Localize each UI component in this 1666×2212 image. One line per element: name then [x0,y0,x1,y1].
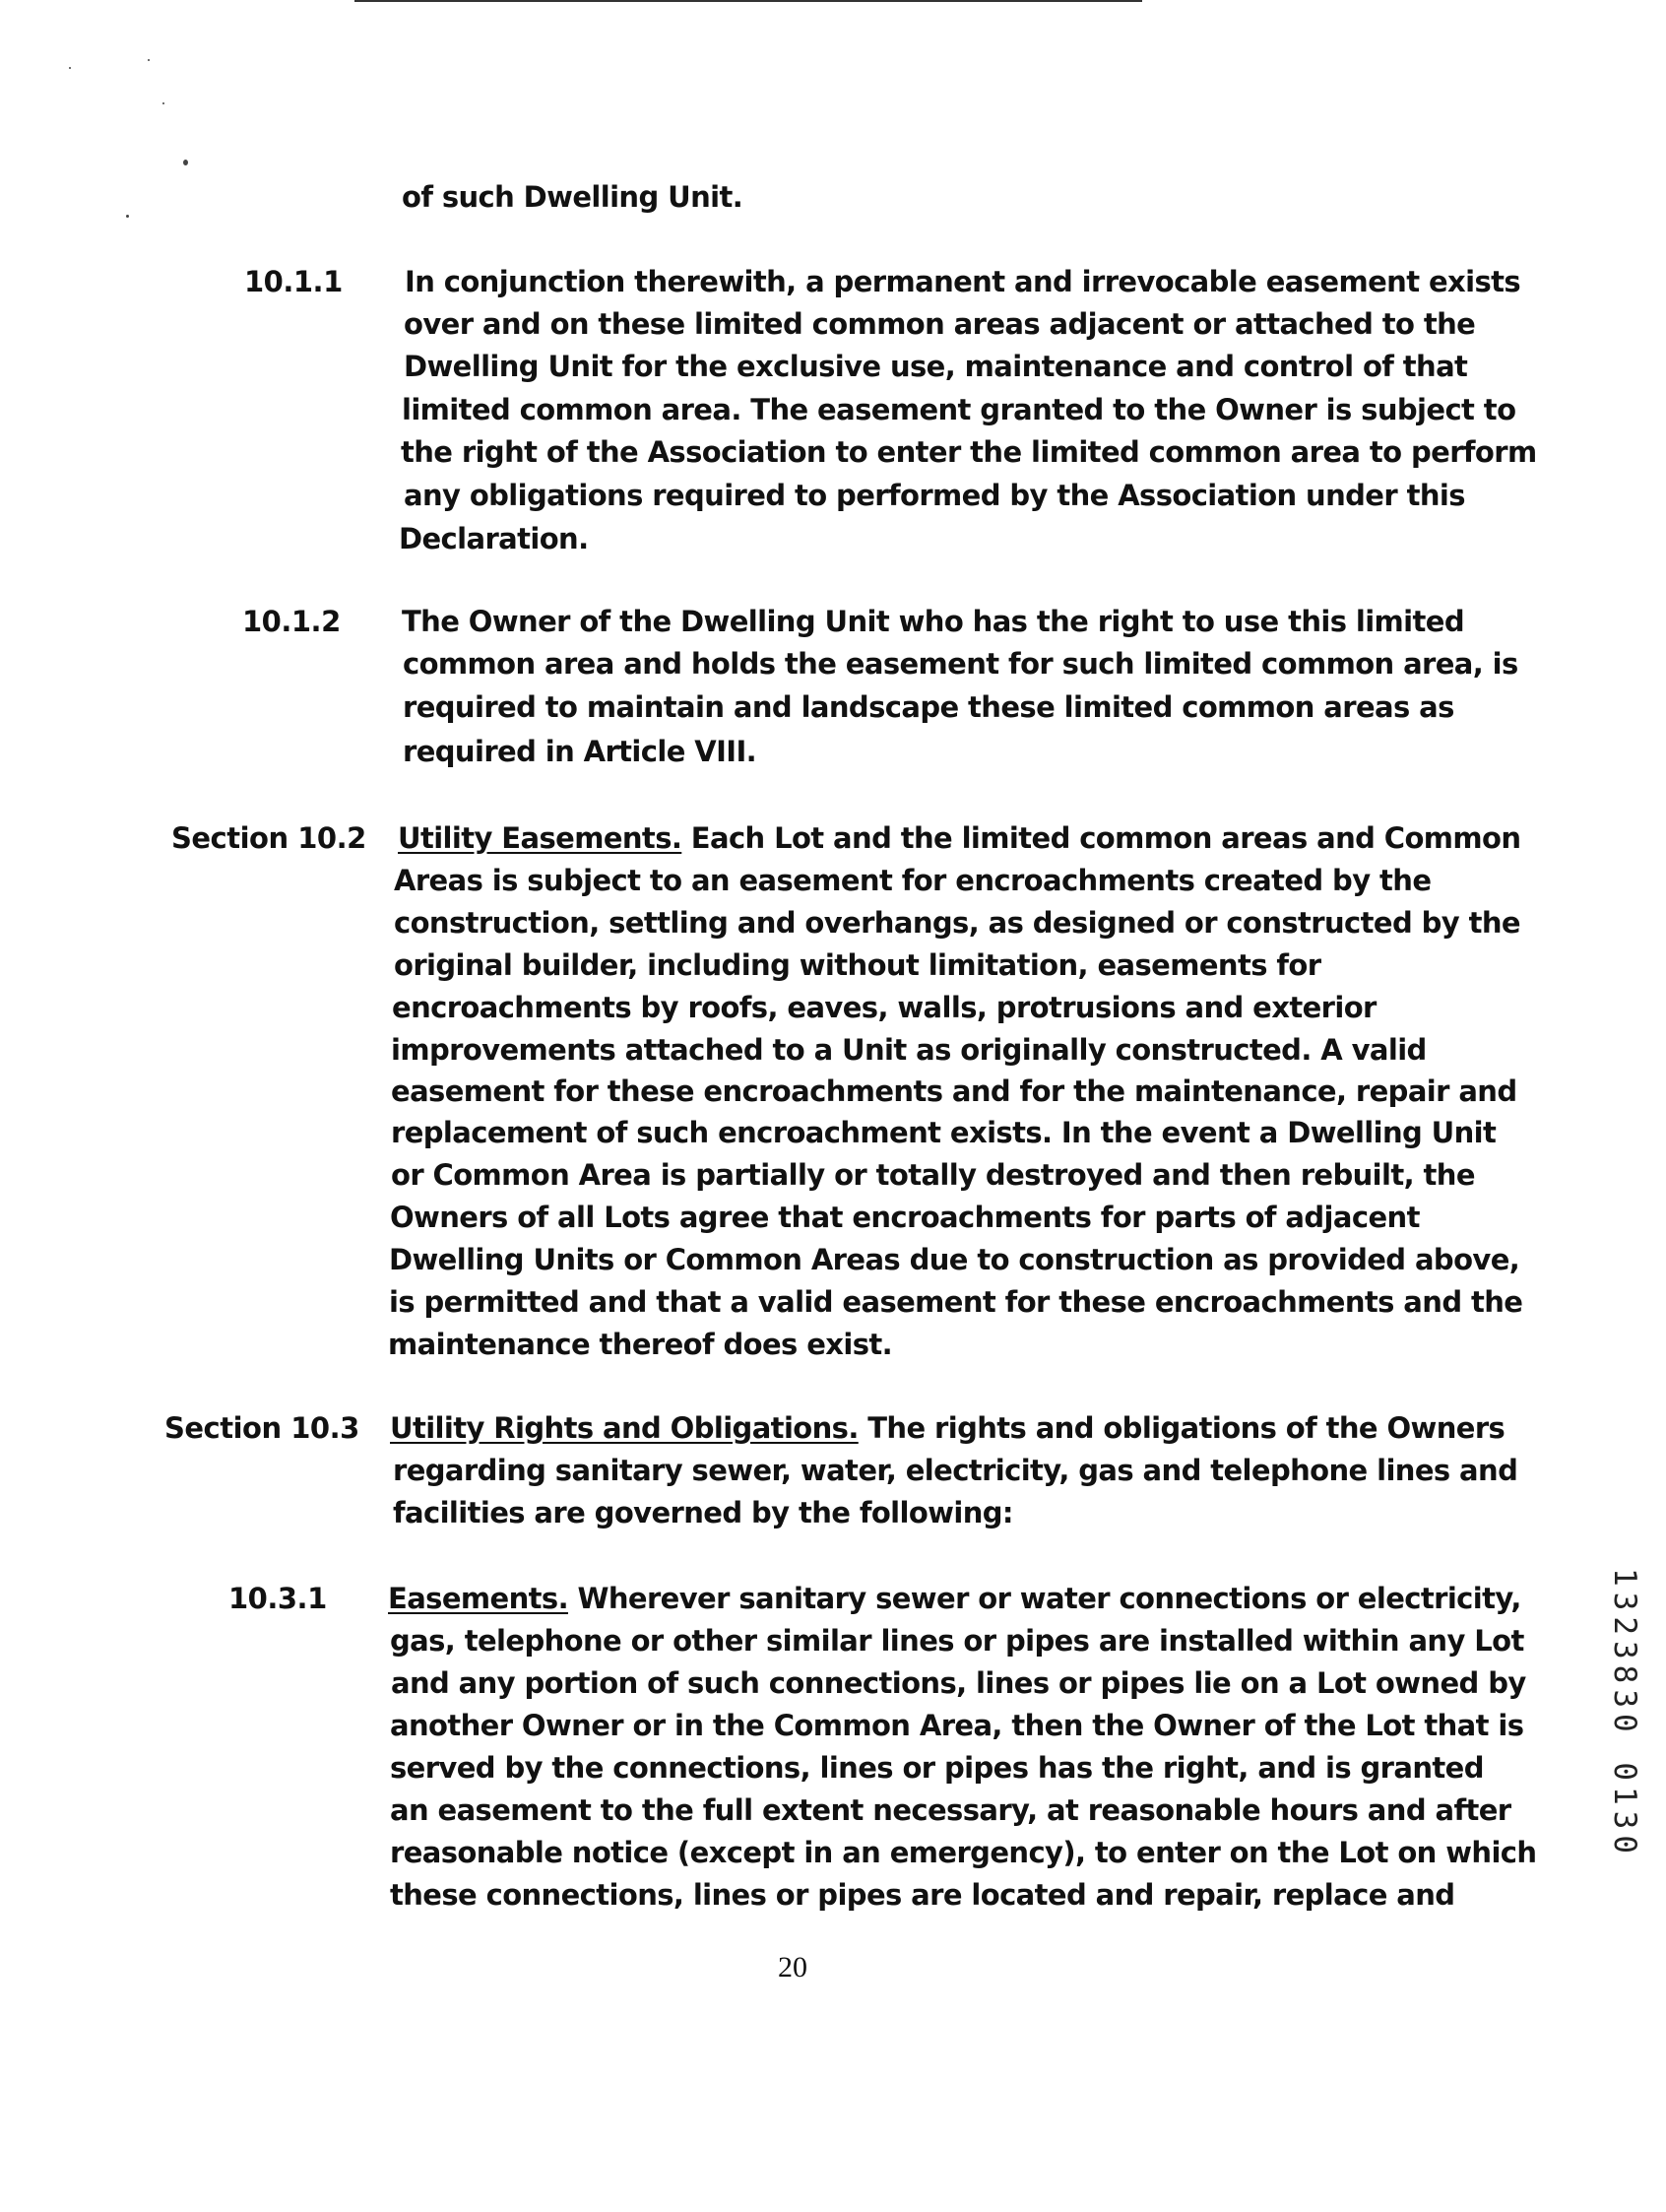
scan-speck [162,102,164,104]
paragraph-line: easement for these encroachments and for the maintenance, repair and [391,1074,1517,1108]
paragraph-text: The rights and obligations of the Owners [858,1411,1506,1445]
paragraph-line: regarding sanitary sewer, water, electricity, gas and telephone lines and [393,1454,1518,1487]
paragraph-line: construction, settling and overhangs, as designed or constructed by the [394,906,1520,940]
scan-speck [148,59,150,61]
page-number: 20 [778,1951,807,1984]
section-heading: Utility Rights and Obligations. [390,1411,859,1445]
section-heading: Easements. [388,1582,568,1615]
paragraph-line: any obligations required to performed by the Association under this [404,479,1465,512]
paragraph-text: Each Lot and the limited common areas and Common [681,821,1521,855]
paragraph-first-line [388,1581,1521,1616]
recording-stamp-text: 1323830 0130 [1607,1568,1642,1859]
paragraph-line: facilities are governed by the following: [393,1496,1013,1529]
paragraph-line: Areas is subject to an easement for encroachments created by the [394,864,1432,897]
section-label: 10.3.1 [228,1582,327,1615]
paragraph-line: and any portion of such connections, lines or pipes lie on a Lot owned by [391,1666,1526,1700]
paragraph-first-line [398,820,1520,856]
paragraph-line: served by the connections, lines or pipes has the right, and is granted [390,1751,1484,1785]
continuation-text: of such Dwelling Unit. [402,180,743,214]
paragraph-line: reasonable notice (except in an emergency), to enter on the Lot on which [390,1836,1537,1869]
paragraph-line: encroachments by roofs, eaves, walls, protrusions and exterior [392,991,1377,1024]
scan-speck [126,215,129,218]
section-label: Section 10.3 [164,1411,359,1445]
paragraph-first-line [390,1410,1505,1446]
paragraph-line: over and on these limited common areas adjacent or attached to the [404,307,1476,341]
paragraph-line: an easement to the full extent necessary, at reasonable hours and after [390,1793,1511,1827]
top-scan-rule [354,0,1142,2]
paragraph-line: The Owner of the Dwelling Unit who has the right to use this limited [402,605,1464,638]
paragraph-line: the right of the Association to enter the limited common area to perform [401,435,1537,469]
paragraph-line: another Owner or in the Common Area, then the Owner of the Lot that is [390,1709,1524,1742]
paragraph-line: replacement of such encroachment exists. In the event a Dwelling Unit [391,1116,1497,1149]
paragraph-line: Owners of all Lots agree that encroachments for parts of adjacent [390,1201,1420,1234]
recording-stamp [1605,1568,1644,1859]
paragraph-line: is permitted and that a valid easement for these encroachments and the [389,1285,1523,1319]
section-label: 10.1.1 [244,265,343,298]
section-label: Section 10.2 [171,821,366,855]
paragraph-text: Wherever sanitary sewer or water connections or electricity, [567,1582,1521,1615]
scan-speck [69,67,71,69]
paragraph-line: improvements attached to a Unit as originally constructed. A valid [391,1033,1427,1067]
paragraph-line: Dwelling Units or Common Areas due to construction as provided above, [389,1243,1520,1276]
paragraph-line: or Common Area is partially or totally destroyed and then rebuilt, the [391,1158,1475,1192]
paragraph-line: limited common area. The easement granted to the Owner is subject to [402,393,1516,426]
paragraph-line: these connections, lines or pipes are located and repair, replace and [390,1878,1455,1912]
paragraph-line: maintenance thereof does exist. [388,1328,893,1361]
paragraph-line: Declaration. [399,522,589,555]
paragraph-line: Dwelling Unit for the exclusive use, maintenance and control of that [404,350,1468,383]
paragraph-line: original builder, including without limitation, easements for [394,948,1321,982]
section-label: 10.1.2 [242,605,341,638]
section-heading: Utility Easements. [398,821,682,855]
paragraph-line: required to maintain and landscape these limited common areas as [403,690,1454,724]
scan-speck [183,160,188,165]
paragraph-line: gas, telephone or other similar lines or pipes are installed within any Lot [390,1624,1524,1658]
paragraph-line: common area and holds the easement for such limited common area, is [403,647,1518,681]
paragraph-line: In conjunction therewith, a permanent and irrevocable easement exists [405,265,1521,298]
paragraph-line: required in Article VIII. [403,735,757,768]
